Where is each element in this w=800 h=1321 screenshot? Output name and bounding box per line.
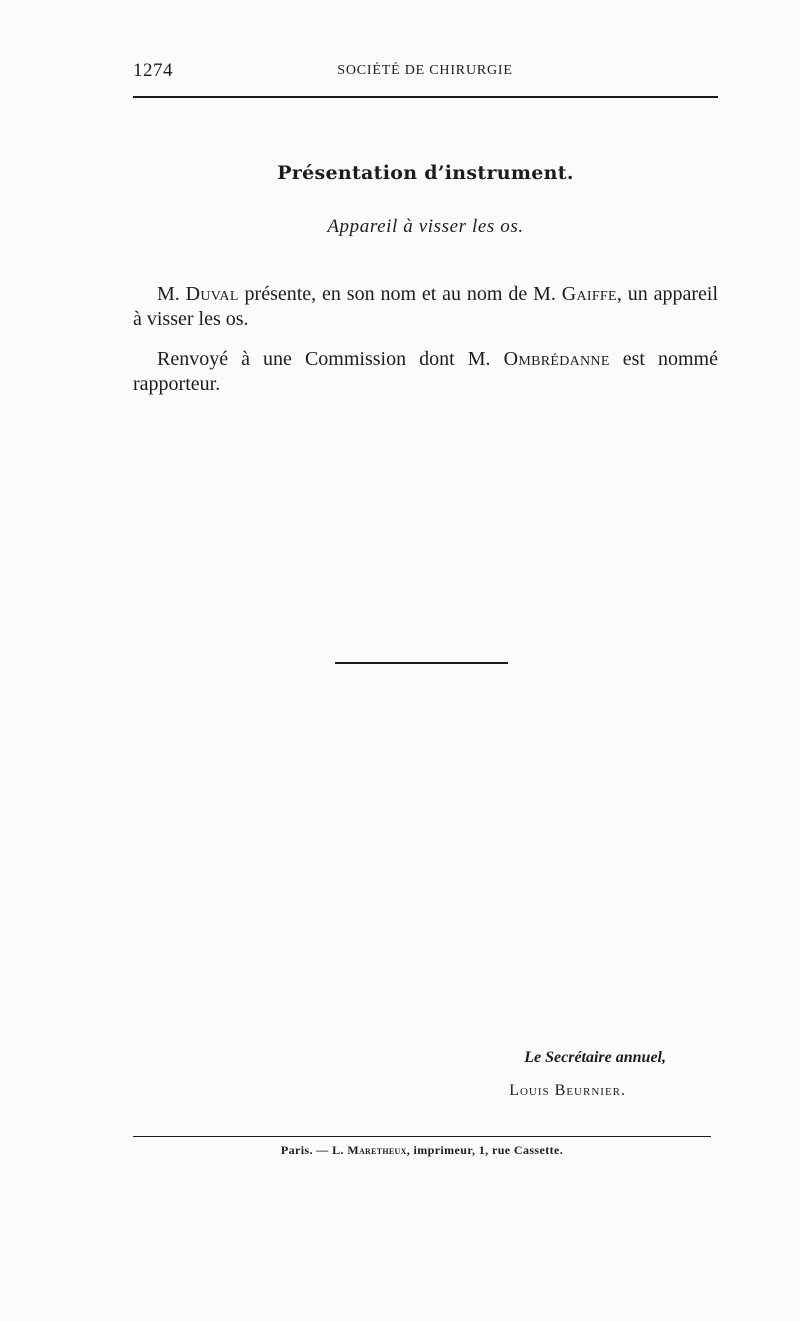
section-end-rule [335, 662, 508, 664]
paragraph-prefix: M. [157, 283, 186, 305]
author-name-duval: Duval [185, 283, 239, 305]
page-number: 1274 [133, 60, 173, 81]
paragraph-presentation [133, 282, 718, 332]
imprint-address: , imprimeur, 1, rue Cassette. [406, 1143, 564, 1157]
section-title: Présentation d’instrument. [277, 162, 574, 184]
paragraph-commission [133, 347, 718, 397]
printer-imprint [133, 1143, 711, 1158]
running-head: SOCIÉTÉ DE CHIRURGIE [337, 63, 513, 78]
paragraph-suffix: , un appareil à visser les os. [133, 283, 718, 330]
paragraph-prefix: Renvoyé à une Commission dont M. [157, 348, 504, 370]
signature-title: Le Secrétaire annuel, [524, 1049, 666, 1066]
rapporteur-name: Ombrédanne [503, 348, 610, 370]
paragraph-suffix: est nommé rapporteur. [133, 348, 718, 395]
footer-rule [133, 1136, 711, 1137]
author-name-gaiffe: Gaiffe [561, 283, 617, 305]
header-rule [133, 96, 718, 98]
paragraph-middle: présente, en son nom et au nom de M. [238, 283, 562, 305]
section-subtitle: Appareil à visser les os. [327, 216, 524, 237]
signature-name: Louis Beurnier. [509, 1082, 626, 1099]
imprint-city: Paris. — L. [280, 1143, 348, 1157]
imprint-printer: Maretheux [347, 1143, 407, 1157]
